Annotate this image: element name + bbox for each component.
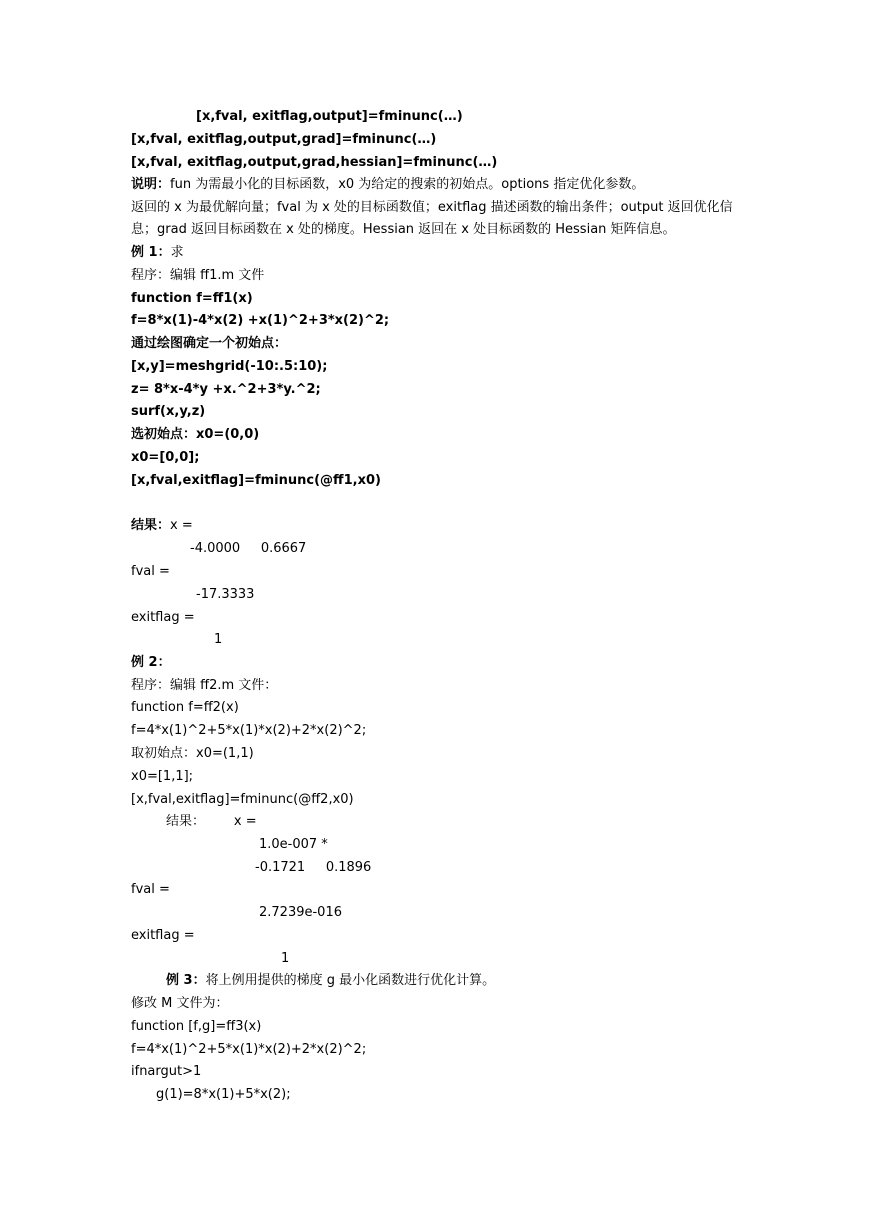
text-line-l21: -17.3333 [196,587,255,602]
text-line-l04 [131,176,644,194]
text-line-l11: 通过绘图确定一个初始点： [131,336,288,351]
text-segment: 例 1： [131,245,171,260]
text-line-l36: exitflag = [131,928,195,943]
text-line-l31: 结果： x = [166,814,257,829]
text-line-l03: [x,fval, exitflag,output,grad,hessian]=fminunc(…) [131,155,498,170]
text-line-l13: z= 8*x-4*y +x.^2+3*y.^2; [131,382,321,397]
text-line-l39: 修改 M 文件为： [131,996,229,1011]
text-line-l28: 取初始点：x0=(1,1) [131,746,254,761]
text-line-l02: [x,fval, exitflag,output,grad]=fminunc(…) [131,132,437,147]
text-line-l18 [131,517,193,535]
text-segment: 例 3： [166,973,206,988]
text-line-l09: function f=ff1(x) [131,291,253,306]
text-segment: 求 [170,245,184,260]
text-line-l05: 返回的 x 为最优解向量；fval 为 x 处的目标函数值；exitflag 描述函数的输出条件；output 返回优化信 [131,200,733,215]
text-line-l06: 息；grad 返回目标函数在 x 处的梯度。Hessian 返回在 x 处目标函数的 Hessian 矩阵信息。 [131,222,676,237]
text-line-l30: [x,fval,exitflag]=fminunc(@ff2,x0) [131,792,354,807]
text-line-l42: ifnargut>1 [131,1064,202,1079]
text-line-l34: fval = [131,882,170,897]
text-line-l41: f=4*x(1)^2+5*x(1)*x(2)+2*x(2)^2; [131,1042,367,1057]
text-line-l12: [x,y]=meshgrid(-10:.5:10); [131,359,328,374]
text-line-l19: -4.0000 0.6667 [190,541,307,556]
text-line-l40: function [f,g]=ff3(x) [131,1019,262,1034]
text-line-l38 [166,972,495,990]
text-line-l14: surf(x,y,z) [131,404,206,419]
text-line-l37: 1 [281,951,290,966]
text-line-l25: 程序：编辑 ff2.m 文件： [131,678,278,693]
text-line-l29: x0=[1,1]; [131,769,194,784]
text-line-l23: 1 [214,632,223,647]
text-line-l01: [x,fval, exitflag,output]=fminunc(…) [196,109,463,124]
text-segment: 说明： [131,177,171,192]
text-line-l20: fval = [131,564,170,579]
text-line-l17: [x,fval,exitflag]=fminunc(@ff1,x0) [131,473,381,488]
text-segment: 将上例用提供的梯度 g 最小化函数进行优化计算。 [205,973,496,988]
text-line-l07 [131,244,184,262]
text-line-l16: x0=[0,0]; [131,450,200,465]
text-segment: 结果： [131,518,171,533]
text-line-l27: f=4*x(1)^2+5*x(1)*x(2)+2*x(2)^2; [131,723,367,738]
text-line-l22: exitflag = [131,610,195,625]
text-line-l35: 2.7239e-016 [259,905,342,920]
text-line-l15: 选初始点：x0=(0,0) [131,427,260,442]
text-line-l08: 程序：编辑 ff1.m 文件 [131,268,265,283]
text-line-l10: f=8*x(1)-4*x(2) +x(1)^2+3*x(2)^2; [131,313,390,328]
text-line-l32: 1.0e-007 * [259,837,328,852]
text-line-l26: function f=ff2(x) [131,700,239,715]
text-line-l43: g(1)=8*x(1)+5*x(2); [156,1087,291,1102]
text-segment: x = [170,518,193,533]
text-segment: fun 为需最小化的目标函数，x0 为给定的搜索的初始点。options 指定优化参数。 [170,177,645,192]
text-line-l24: 例 2： [131,655,171,670]
text-line-l33: -0.1721 0.1896 [255,860,372,875]
